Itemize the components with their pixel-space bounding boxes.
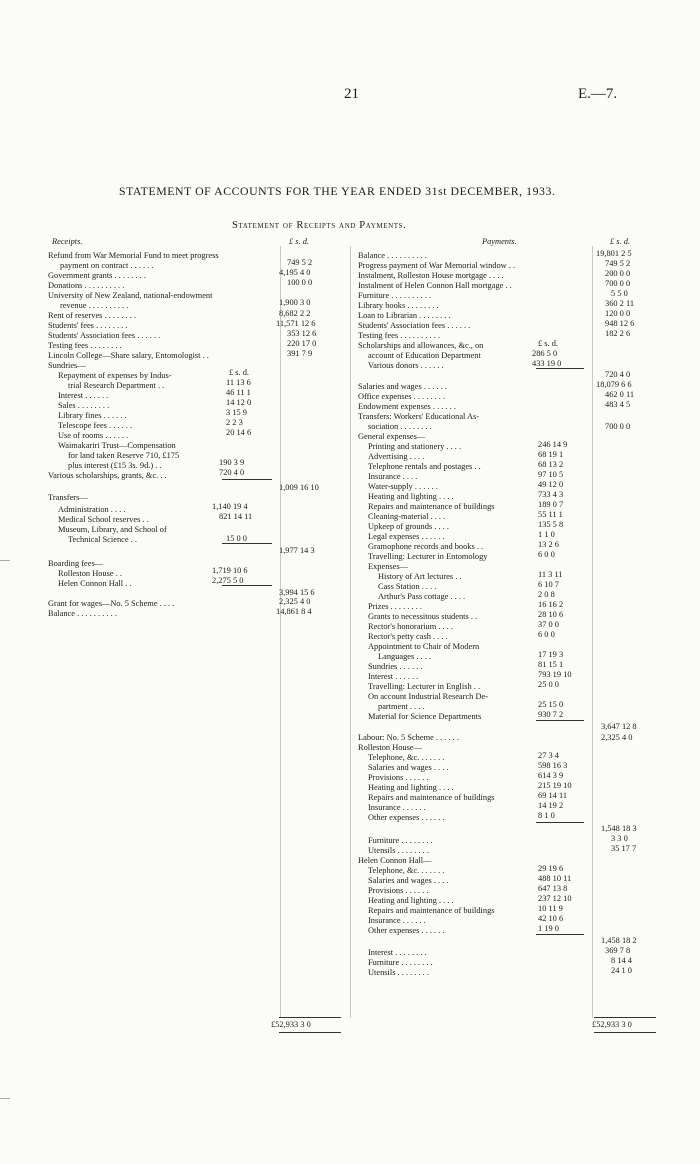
amount-cell: 1,900 3 0 <box>279 298 311 307</box>
line-item: Cleaning-material . . . . <box>368 512 446 521</box>
amount-cell: 24 1 0 <box>611 966 632 975</box>
line-item: Repairs and maintenance of buildings <box>368 793 495 802</box>
line-item: Refund from War Memorial Fund to meet progress <box>48 251 219 260</box>
amount-cell: 3,647 12 8 <box>601 722 637 731</box>
line-item: Labour: No. 5 Scheme . . . . . . <box>358 733 459 742</box>
amount-cell: 11 13 6 <box>226 378 251 387</box>
column-divider <box>350 246 351 1018</box>
column-header: £ s. d. <box>610 237 631 246</box>
amount-cell: 100 0 0 <box>287 278 313 287</box>
page-number: 21 <box>344 86 359 102</box>
amount-cell: 189 0 7 <box>538 500 564 509</box>
line-item: Insurance . . . . . . <box>368 803 426 812</box>
amount-cell: 81 15 1 <box>538 660 564 669</box>
amount-cell: 215 19 10 <box>538 781 572 790</box>
amount-cell: 647 13 8 <box>538 884 568 893</box>
line-item: partment . . . . <box>378 702 425 711</box>
line-item: Heating and lighting . . . . <box>368 896 454 905</box>
line-item: Instalment of Helen Connon Hall mortgage . . <box>358 281 512 290</box>
amount-cell: 2,325 4 0 <box>601 733 633 742</box>
total-rule <box>279 1032 341 1033</box>
line-item: revenue . . . . . . . . . . <box>60 301 129 310</box>
line-item: Salaries and wages . . . . <box>368 876 449 885</box>
line-item: Progress payment of War Memorial window . . <box>358 261 516 270</box>
line-item: Telephone, &c. . . . . . . <box>368 866 445 875</box>
amount-cell: 68 19 1 <box>538 450 564 459</box>
amount-cell: 1,009 16 10 <box>279 483 319 492</box>
line-item: Utensils . . . . . . . . <box>368 968 429 977</box>
line-item: Instalment, Rolleston House mortgage . . . . <box>358 271 504 280</box>
amount-cell: 2,275 5 0 <box>212 576 244 585</box>
line-item: Water-supply . . . . . . <box>368 482 438 491</box>
line-item: Waimakariri Trust—Compensation <box>58 441 176 450</box>
line-item: On account Industrial Research De- <box>368 692 488 701</box>
amount-cell: 700 0 0 <box>605 279 631 288</box>
amount-cell: 29 19 6 <box>538 864 564 873</box>
line-item: Sales . . . . . . . . <box>58 401 110 410</box>
line-item: Helen Connon Hall . . <box>58 579 132 588</box>
line-item: Rector's petty cash . . . . <box>368 632 448 641</box>
total-rule <box>594 1017 656 1018</box>
line-item: Telephone, &c. . . . . . . <box>368 753 445 762</box>
line-item: Administration . . . . <box>58 505 126 514</box>
line-item: Gramophone records and books . . <box>368 542 484 551</box>
amount-cell: 749 5 2 <box>605 259 631 268</box>
amount-cell: 35 17 7 <box>611 844 637 853</box>
line-item: Printing and stationery . . . . <box>368 442 462 451</box>
line-item: Museum, Library, and School of <box>58 525 167 534</box>
line-item: Rector's honorarium . . . . <box>368 622 454 631</box>
line-item: Telescope fees . . . . . . <box>58 421 133 430</box>
amount-cell: 46 11 1 <box>226 388 251 397</box>
line-item: Students' Association fees . . . . . . <box>48 331 161 340</box>
line-item: for land taken Reserve 710, £175 <box>68 451 180 460</box>
line-item: Rolleston House— <box>358 743 422 752</box>
amount-cell: 1,977 14 3 <box>279 546 315 555</box>
document-reference: E.—7. <box>578 86 618 102</box>
amount-cell: 25 0 0 <box>538 680 559 689</box>
line-item: Other expenses . . . . . . <box>368 926 445 935</box>
amount-cell: 49 12 0 <box>538 480 564 489</box>
amount-cell: 2 0 8 <box>538 590 555 599</box>
line-item: Travelling: Lecturer in Entomology <box>368 552 488 561</box>
amount-cell: 13 2 6 <box>538 540 559 549</box>
amount-cell: 14 19 2 <box>538 801 564 810</box>
amount-cell: 8,682 2 2 <box>279 309 311 318</box>
line-item: account of Education Department <box>368 351 481 360</box>
page-edge-mark <box>0 1098 10 1099</box>
amount-cell: 68 13 2 <box>538 460 564 469</box>
line-item: Library books . . . . . . . . <box>358 301 439 310</box>
column-header: Payments. <box>482 237 517 246</box>
amount-cell: 14 12 0 <box>226 398 252 407</box>
line-item: Testing fees . . . . . . . . <box>48 341 122 350</box>
line-item: Loan to Librarian . . . . . . . . <box>358 311 451 320</box>
line-item: Cass Station . . . . <box>378 582 437 591</box>
line-item: Expenses— <box>368 562 409 571</box>
amount-cell: 4,195 4 0 <box>279 268 311 277</box>
amount-cell: 3 15 9 <box>226 408 247 417</box>
amount-cell: 42 10 6 <box>538 914 564 923</box>
amount-cell: 11 3 11 <box>538 570 563 579</box>
line-item: Furniture . . . . . . . . . . <box>358 291 432 300</box>
line-item: Upkeep of grounds . . . . <box>368 522 449 531</box>
page-edge-mark <box>0 560 10 561</box>
line-item: Other expenses . . . . . . <box>368 813 445 822</box>
statement-title: STATEMENT OF ACCOUNTS FOR THE YEAR ENDED 31st DECEMBER, 1933. <box>119 184 556 198</box>
line-item: Office expenses . . . . . . . . <box>358 392 446 401</box>
column-header: £ s. d. <box>289 237 310 246</box>
amount-cell: 20 14 6 <box>226 428 252 437</box>
line-item: sociation . . . . . . . . <box>368 422 432 431</box>
amount-cell: 182 2 6 <box>605 329 631 338</box>
line-item: Scholarships and allowances, &c., on <box>358 341 484 350</box>
line-item: Boarding fees— <box>48 559 104 568</box>
column-header: Receipts. <box>52 237 83 246</box>
amount-cell: 8 14 4 <box>611 956 632 965</box>
amount-cell: 1 1 0 <box>538 530 555 539</box>
amount-cell: 8 1 0 <box>538 811 555 820</box>
line-item: Telephone rentals and postages . . <box>368 462 481 471</box>
amount-cell: 17 19 3 <box>538 650 564 659</box>
line-item: Insurance . . . . <box>368 472 418 481</box>
line-item: Sundries . . . . . . <box>368 662 423 671</box>
amount-cell: 19,801 2 5 <box>596 249 632 258</box>
amount-cell: £ s. d. <box>229 368 250 377</box>
line-item: Various donors . . . . . . <box>368 361 444 370</box>
amount-cell: 793 19 10 <box>538 670 572 679</box>
line-item: Repairs and maintenance of buildings <box>368 502 495 511</box>
amount-cell: 15 0 0 <box>226 534 247 543</box>
line-item: Donations . . . . . . . . . . <box>48 281 125 290</box>
line-item: Prizes . . . . . . . . <box>368 602 422 611</box>
line-item: Use of rooms . . . . . . <box>58 431 129 440</box>
line-item: Advertising . . . . <box>368 452 425 461</box>
amount-cell: 120 0 0 <box>605 309 631 318</box>
line-item: Salaries and wages . . . . . . <box>358 382 447 391</box>
line-item: Insurance . . . . . . <box>368 916 426 925</box>
line-item: Testing fees . . . . . . . . . . <box>358 331 440 340</box>
line-item: Utensils . . . . . . . . <box>368 846 429 855</box>
amount-cell: 25 15 0 <box>538 700 564 709</box>
line-item: Languages . . . . <box>378 652 432 661</box>
amount-cell: 614 3 9 <box>538 771 564 780</box>
amount-cell: 483 4 5 <box>605 400 631 409</box>
line-item: Grant for wages—No. 5 Scheme . . . . <box>48 599 175 608</box>
line-item: Transfers— <box>48 493 88 502</box>
amount-cell: £52,933 3 0 <box>271 1020 311 1029</box>
line-item: Helen Connon Hall— <box>358 856 432 865</box>
line-item: trial Research Department . . <box>68 381 165 390</box>
line-item: Rent of reserves . . . . . . . . <box>48 311 136 320</box>
amount-cell: 18,079 6 6 <box>596 380 632 389</box>
line-item: Furniture . . . . . . . . <box>368 958 433 967</box>
line-item: Library fines . . . . . . <box>58 411 127 420</box>
line-item: Rolleston House . . <box>58 569 122 578</box>
amount-cell: 14,861 8 4 <box>276 607 312 616</box>
amount-cell: 720 4 0 <box>605 370 631 379</box>
amount-cell: 2,325 4 0 <box>279 597 311 606</box>
line-item: University of New Zealand, national-endowment <box>48 291 213 300</box>
amount-cell: 3,994 15 6 <box>279 588 315 597</box>
amount-cell: 246 14 9 <box>538 440 568 449</box>
amount-cell: 135 5 8 <box>538 520 564 529</box>
line-item: Endowment expenses . . . . . . <box>358 402 456 411</box>
line-item: Arthur's Pass cottage . . . . <box>378 592 466 601</box>
amount-cell: 2 2 3 <box>226 418 243 427</box>
amount-cell: 3 3 0 <box>611 834 628 843</box>
amount-cell: 821 14 11 <box>219 512 253 521</box>
amount-cell: 1 19 0 <box>538 924 559 933</box>
line-item: Medical School reserves . . <box>58 515 149 524</box>
amount-cell: 27 3 4 <box>538 751 559 760</box>
amount-cell: 930 7 2 <box>538 710 564 719</box>
amount-cell: 700 0 0 <box>605 422 631 431</box>
line-item: Balance . . . . . . . . . . <box>48 609 117 618</box>
line-item: Students' fees . . . . . . . . <box>48 321 128 330</box>
amount-cell: 220 17 0 <box>287 339 317 348</box>
subtotal-rule <box>536 822 584 823</box>
line-item: Appointment to Chair of Modern <box>368 642 480 651</box>
amount-cell: 353 12 6 <box>287 329 317 338</box>
line-item: Material for Science Departments <box>368 712 482 721</box>
line-item: Salaries and wages . . . . <box>368 763 449 772</box>
amount-cell: 598 16 3 <box>538 761 568 770</box>
line-item: Interest . . . . . . <box>368 672 419 681</box>
line-item: Repayment of expenses by Indus- <box>58 371 172 380</box>
column-divider <box>592 246 593 1018</box>
amount-cell: 749 5 2 <box>287 258 313 267</box>
line-item: Lincoln College—Share salary, Entomologist . . <box>48 351 209 360</box>
amount-cell: 6 0 0 <box>538 550 555 559</box>
amount-cell: 97 10 5 <box>538 470 564 479</box>
line-item: Various scholarships, grants, &c. . . <box>48 471 167 480</box>
line-item: payment on contract . . . . . . <box>60 261 154 270</box>
subtotal-rule <box>222 479 272 480</box>
amount-cell: £ s. d. <box>538 339 559 348</box>
amount-cell: 37 0 0 <box>538 620 559 629</box>
amount-cell: 488 10 11 <box>538 874 572 883</box>
line-item: Grants to necessitous students . . <box>368 612 478 621</box>
amount-cell: £52,933 3 0 <box>592 1020 632 1029</box>
amount-cell: 28 10 6 <box>538 610 564 619</box>
amount-cell: 369 7 8 <box>605 946 631 955</box>
amount-cell: 1,140 19 4 <box>212 502 248 511</box>
amount-cell: 1,719 10 6 <box>212 566 248 575</box>
line-item: Travelling: Lecturer in English . . <box>368 682 481 691</box>
line-item: Technical Science . . <box>68 535 137 544</box>
amount-cell: 16 16 2 <box>538 600 564 609</box>
amount-cell: 11,571 12 6 <box>276 319 316 328</box>
line-item: Transfers: Workers' Educational As- <box>358 412 480 421</box>
line-item: Government grants . . . . . . . . <box>48 271 146 280</box>
line-item: Furniture . . . . . . . . <box>368 836 433 845</box>
amount-cell: 360 2 11 <box>605 299 635 308</box>
amount-cell: 6 0 0 <box>538 630 555 639</box>
amount-cell: 237 12 10 <box>538 894 572 903</box>
line-item: Heating and lighting . . . . <box>368 783 454 792</box>
amount-cell: 1,548 18 3 <box>601 824 637 833</box>
amount-cell: 733 4 3 <box>538 490 564 499</box>
amount-cell: 6 10 7 <box>538 580 559 589</box>
amount-cell: 462 0 11 <box>605 390 635 399</box>
amount-cell: 286 5 0 <box>532 349 558 358</box>
amount-cell: 69 14 11 <box>538 791 568 800</box>
amount-cell: 948 12 6 <box>605 319 635 328</box>
line-item: Students' Association fees . . . . . . <box>358 321 471 330</box>
line-item: Interest . . . . . . <box>58 391 109 400</box>
subtotal-rule <box>536 934 584 935</box>
line-item: plus interest (£15 3s. 9d.) . . <box>68 461 162 470</box>
amount-cell: 720 4 0 <box>219 468 245 477</box>
line-item: Legal expenses . . . . . . <box>368 532 445 541</box>
line-item: Repairs and maintenance of buildings <box>368 906 495 915</box>
line-item: Balance . . . . . . . . . . <box>358 251 427 260</box>
line-item: General expenses— <box>358 432 426 441</box>
column-divider <box>280 246 281 1018</box>
total-rule <box>594 1032 656 1033</box>
amount-cell: 433 19 0 <box>532 359 562 368</box>
line-item: Sundries— <box>48 361 86 370</box>
amount-cell: 391 7 9 <box>287 349 313 358</box>
amount-cell: 10 11 9 <box>538 904 563 913</box>
line-item: Provisions . . . . . . <box>368 773 429 782</box>
line-item: Heating and lighting . . . . <box>368 492 454 501</box>
line-item: Provisions . . . . . . <box>368 886 429 895</box>
amount-cell: 5 5 0 <box>611 289 628 298</box>
amount-cell: 1,458 18 2 <box>601 936 637 945</box>
amount-cell: 190 3 9 <box>219 458 245 467</box>
amount-cell: 200 0 0 <box>605 269 631 278</box>
line-item: History of Art lectures . . <box>378 572 462 581</box>
total-rule <box>279 1017 341 1018</box>
amount-cell: 55 11 1 <box>538 510 563 519</box>
line-item: Interest . . . . . . . . <box>368 948 427 957</box>
subtotal-rule <box>536 720 584 721</box>
statement-subtitle: Statement of Receipts and Payments. <box>232 220 407 231</box>
